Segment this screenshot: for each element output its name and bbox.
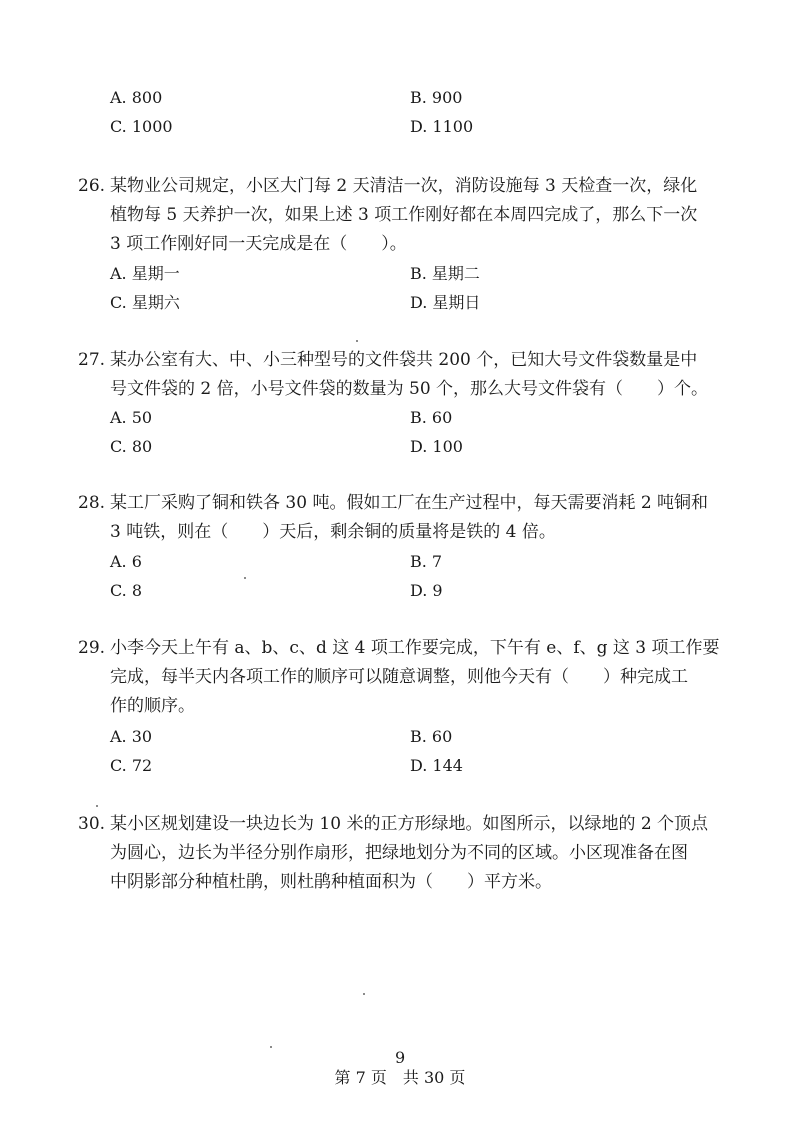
question-text-line (78, 493, 728, 522)
q26-options (110, 264, 710, 322)
question-text-line: 3 项工作刚好同一天完成是在（ ）。 (110, 234, 407, 254)
q28-options (110, 552, 710, 610)
question-text-line (78, 814, 728, 843)
question-text-line (78, 176, 728, 205)
q25-options (110, 88, 710, 146)
option-c: C. 1000 (110, 117, 173, 136)
option-b: B. 60 (410, 727, 453, 746)
option-c: C. 星期六 (110, 293, 180, 312)
option-d: D. 1100 (410, 117, 474, 136)
scan-speck (96, 805, 98, 807)
option-d: D. 9 (410, 581, 443, 600)
option-row (110, 756, 710, 785)
option-a: A. 30 (110, 727, 153, 746)
scan-speck (270, 1046, 272, 1048)
scan-speck (363, 993, 365, 995)
option-b: B. 900 (410, 88, 463, 107)
question-text-line: 号文件袋的 2 倍，小号文件袋的数量为 50 个，那么大号文件袋有（ ）个。 (110, 379, 709, 399)
option-row (110, 117, 710, 146)
option-d: D. 144 (410, 756, 463, 775)
option-row (110, 408, 710, 437)
option-a: A. 星期一 (110, 264, 180, 283)
question-text: 小李今天上午有 a、b、c、d 这 4 项工作要完成，下午有 e、f、g 这 3 项工作要 (110, 638, 720, 658)
question-number: 28. (78, 493, 106, 513)
option-d: D. 100 (410, 437, 463, 456)
q29-options (110, 727, 710, 785)
question-number: 30. (78, 814, 106, 834)
option-row (110, 264, 710, 293)
question-text: 某办公室有大、中、小三种型号的文件袋共 200 个，已知大号文件袋数量是中 (110, 350, 698, 370)
option-a: A. 800 (110, 88, 163, 107)
question-number: 29. (78, 638, 106, 658)
option-b: B. 7 (410, 552, 443, 571)
page-footer: 第 7 页 共 30 页 (334, 1068, 466, 1087)
question-28 (78, 493, 728, 551)
question-number: 26. (78, 176, 106, 196)
q27-options (110, 408, 710, 466)
option-d: D. 星期日 (410, 293, 481, 312)
option-a: A. 6 (110, 552, 142, 571)
question-text-line: 植物每 5 天养护一次，如果上述 3 项工作刚好都在本周四完成了，那么下一次 (110, 205, 698, 225)
question-text-line: 中阴影部分种植杜鹃，则杜鹃种植面积为（ ）平方米。 (110, 872, 552, 892)
option-b: B. 60 (410, 408, 453, 427)
question-number: 27. (78, 350, 106, 370)
question-text-line: 为圆心，边长为半径分别作扇形，把绿地划分为不同的区域。小区现准备在图 (110, 843, 688, 863)
page-mark: 9 (395, 1048, 406, 1067)
question-29 (78, 638, 728, 725)
question-text: 某小区规划建设一块边长为 10 米的正方形绿地。如图所示，以绿地的 2 个顶点 (110, 814, 709, 834)
option-row (110, 727, 710, 756)
option-a: A. 50 (110, 408, 153, 427)
question-text-line: 作的顺序。 (110, 696, 195, 716)
question-text-line (78, 350, 728, 379)
question-26 (78, 176, 728, 263)
option-c: C. 72 (110, 756, 153, 775)
option-row (110, 581, 710, 610)
option-b: B. 星期二 (410, 264, 480, 283)
question-text: 某工厂采购了铜和铁各 30 吨。假如工厂在生产过程中，每天需要消耗 2 吨铜和 (110, 493, 709, 513)
question-text-line (78, 638, 728, 667)
scan-speck (356, 340, 358, 342)
question-text-line: 3 吨铁，则在（ ）天后，剩余铜的质量将是铁的 4 倍。 (110, 522, 556, 542)
option-row (110, 88, 710, 117)
question-30 (78, 814, 728, 901)
question-text-line: 完成，每半天内各项工作的顺序可以随意调整，则他今天有（ ）种完成工 (110, 667, 688, 687)
option-c: C. 8 (110, 581, 143, 600)
question-text: 某物业公司规定，小区大门每 2 天清洁一次，消防设施每 3 天检查一次，绿化 (110, 176, 698, 196)
option-row (110, 293, 710, 322)
option-c: C. 80 (110, 437, 153, 456)
question-27 (78, 350, 728, 408)
option-row (110, 552, 710, 581)
option-row (110, 437, 710, 466)
scan-speck (244, 577, 246, 579)
